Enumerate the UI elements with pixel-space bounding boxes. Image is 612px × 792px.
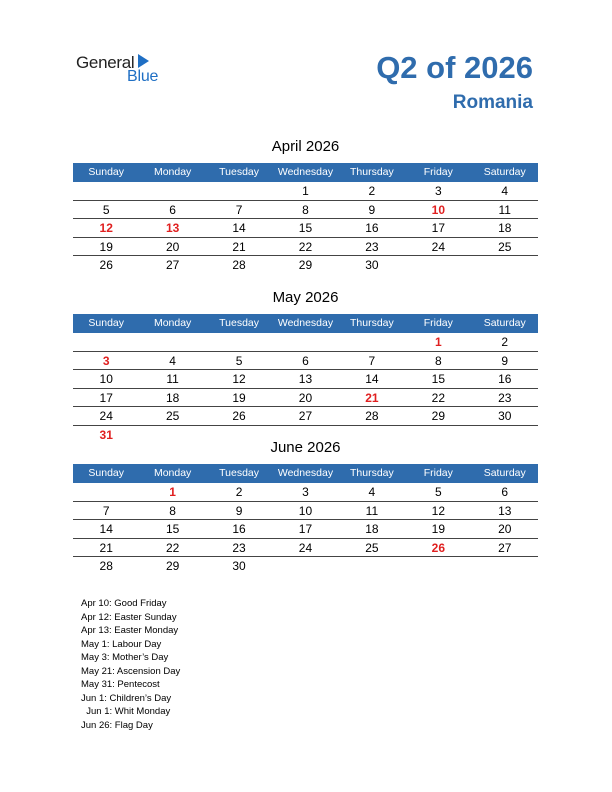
date-cell: 4 <box>501 184 509 198</box>
holiday-date-cell: 26 <box>431 540 445 555</box>
date-cell <box>73 483 139 501</box>
date-cell: 16 <box>498 372 512 386</box>
date-cell: 15 <box>431 372 445 386</box>
date-cell: 10 <box>298 503 313 518</box>
date-cell: 18 <box>165 390 180 405</box>
holiday-date-cell: 13 <box>165 221 180 235</box>
holiday-entry: May 3: Mother’s Day <box>81 652 169 663</box>
date-cell: 18 <box>365 522 379 536</box>
date-cell: 21 <box>232 239 246 254</box>
date-cell: 30 <box>498 409 512 423</box>
date-cell <box>206 182 272 200</box>
weekday-label: Thursday <box>350 467 394 479</box>
weekday-label: Tuesday <box>219 467 259 479</box>
holiday-entry: Jun 1: Children’s Day <box>81 692 172 704</box>
date-cell: 12 <box>431 503 445 518</box>
date-cell: 12 <box>232 372 246 386</box>
date-cell <box>272 557 338 575</box>
holiday-entry: Apr 10: Good Friday <box>81 598 167 609</box>
date-cell <box>73 333 139 351</box>
holiday-entry: Jun 1: Whit Monday <box>81 706 171 717</box>
holiday-date-cell: 31 <box>99 427 113 442</box>
date-cell: 9 <box>235 503 243 518</box>
date-cell: 2 <box>368 184 376 198</box>
date-cell: 9 <box>368 202 376 217</box>
week-row <box>73 557 538 575</box>
date-cell: 14 <box>99 522 113 536</box>
holiday-entry: May 1: Labour Day <box>81 638 162 650</box>
date-cell: 27 <box>498 540 512 555</box>
date-cell: 17 <box>298 522 313 536</box>
weekday-label: Wednesday <box>277 467 334 479</box>
date-cell: 27 <box>165 258 180 272</box>
date-cell <box>472 256 538 274</box>
week-row <box>73 520 538 539</box>
date-cell: 11 <box>166 372 179 386</box>
date-cell: 20 <box>165 239 180 254</box>
week-row <box>73 201 538 220</box>
holiday-entry: May 31: Pentecost <box>81 679 160 690</box>
date-cell: 16 <box>232 522 246 536</box>
date-cell <box>139 182 205 200</box>
date-cell: 5 <box>235 353 243 368</box>
week-row <box>73 256 538 274</box>
date-cell: 11 <box>498 202 511 217</box>
holiday-date-cell: 1 <box>169 485 176 499</box>
weekday-label: Tuesday <box>219 317 259 329</box>
date-cell: 24 <box>298 540 313 555</box>
date-cell: 29 <box>165 559 180 573</box>
date-cell: 6 <box>169 202 176 217</box>
date-cell <box>272 333 338 351</box>
date-cell: 19 <box>99 239 113 254</box>
country-subtitle: Romania <box>452 92 533 113</box>
date-cell: 22 <box>298 239 313 254</box>
date-cell <box>405 557 471 575</box>
date-cell: 28 <box>99 559 113 573</box>
holiday-date-cell: 1 <box>434 335 442 349</box>
date-cell: 3 <box>434 184 442 198</box>
weekday-label: Friday <box>423 166 453 178</box>
date-cell: 6 <box>302 353 309 368</box>
date-cell: 17 <box>431 221 445 235</box>
weekday-label: Saturday <box>483 166 526 178</box>
date-cell: 3 <box>302 485 309 499</box>
logo-general-text: General <box>76 53 135 72</box>
date-cell: 21 <box>99 540 113 555</box>
date-cell <box>139 333 205 351</box>
week-row <box>73 352 538 371</box>
week-row <box>73 238 538 257</box>
date-cell: 1 <box>302 184 309 198</box>
date-cell: 16 <box>365 221 379 235</box>
weekday-label: Wednesday <box>277 317 334 329</box>
date-cell: 7 <box>368 353 376 368</box>
date-cell: 13 <box>498 503 512 518</box>
date-cell: 2 <box>501 335 509 349</box>
month-may <box>73 288 538 443</box>
date-cell: 8 <box>169 503 176 518</box>
date-cell: 22 <box>165 540 180 555</box>
month-title: May 2026 <box>272 289 339 306</box>
date-cell: 4 <box>169 353 176 368</box>
holiday-date-cell: 3 <box>102 353 110 368</box>
weekday-label: Saturday <box>483 467 526 479</box>
holiday-date-cell: 21 <box>365 390 379 405</box>
date-cell: 15 <box>298 221 313 235</box>
date-cell: 5 <box>102 202 110 217</box>
date-cell: 7 <box>235 202 243 217</box>
month-weeks <box>73 483 538 575</box>
week-row <box>73 502 538 521</box>
date-cell: 25 <box>165 409 180 423</box>
holiday-date-cell: 12 <box>99 221 113 235</box>
date-cell: 24 <box>99 409 113 423</box>
week-row <box>73 370 538 389</box>
weekday-label: Sunday <box>88 166 125 178</box>
week-row <box>73 483 538 502</box>
weekday-header <box>73 464 538 483</box>
date-cell: 30 <box>365 258 379 272</box>
date-cell: 10 <box>99 372 113 386</box>
date-cell: 19 <box>431 522 445 536</box>
month-weeks <box>73 333 538 443</box>
date-cell: 24 <box>431 239 445 254</box>
holiday-list <box>81 597 180 732</box>
date-cell: 23 <box>365 239 379 254</box>
date-cell: 11 <box>365 503 379 518</box>
weekday-header <box>73 163 538 182</box>
week-row <box>73 389 538 408</box>
date-cell: 26 <box>99 258 113 272</box>
date-cell: 23 <box>232 540 246 555</box>
date-cell: 20 <box>298 390 313 405</box>
date-cell: 13 <box>298 372 313 386</box>
date-cell: 2 <box>235 485 243 499</box>
date-cell: 29 <box>431 409 445 423</box>
date-cell: 26 <box>232 409 246 423</box>
weekday-label: Monday <box>153 166 192 178</box>
weekday-label: Sunday <box>88 467 125 479</box>
weekday-label: Sunday <box>88 317 125 329</box>
date-cell: 30 <box>232 559 246 573</box>
date-cell: 14 <box>232 221 246 235</box>
date-cell <box>472 557 538 575</box>
holiday-entry: Jun 26: Flag Day <box>81 719 153 731</box>
date-cell: 9 <box>501 353 509 368</box>
week-row <box>73 539 538 558</box>
date-cell: 15 <box>165 522 180 536</box>
date-cell: 14 <box>365 372 379 386</box>
weekday-label: Thursday <box>350 317 394 329</box>
date-cell: 8 <box>434 353 442 368</box>
date-cell: 8 <box>302 202 309 217</box>
date-cell: 28 <box>365 409 379 423</box>
week-row <box>73 333 538 352</box>
date-cell: 7 <box>102 503 110 518</box>
week-row <box>73 407 538 426</box>
date-cell <box>206 333 272 351</box>
holiday-entry: Apr 13: Easter Monday <box>81 625 179 636</box>
date-cell: 5 <box>434 485 442 499</box>
date-cell: 22 <box>431 390 445 405</box>
weekday-label: Monday <box>153 317 192 329</box>
page-title: Q2 of 2026 <box>376 50 533 85</box>
weekday-label: Tuesday <box>219 166 259 178</box>
month-weeks <box>73 182 538 274</box>
date-cell: 17 <box>99 390 113 405</box>
month-june <box>73 438 538 575</box>
holiday-entry: Apr 12: Easter Sunday <box>81 611 177 623</box>
holiday-entry: May 21: Ascension Day <box>81 665 181 677</box>
date-cell: 23 <box>498 390 512 405</box>
weekday-label: Wednesday <box>277 166 334 178</box>
weekday-header <box>73 314 538 333</box>
week-row <box>73 219 538 238</box>
date-cell: 25 <box>498 239 512 254</box>
weekday-label: Monday <box>153 467 192 479</box>
date-cell: 18 <box>498 221 512 235</box>
date-cell: 28 <box>232 258 246 272</box>
logo-flag-icon <box>138 54 149 68</box>
weekday-label: Friday <box>423 317 453 329</box>
date-cell: 4 <box>368 485 376 499</box>
logo-blue-text: Blue <box>127 68 159 85</box>
date-cell: 25 <box>365 540 379 555</box>
month-title: June 2026 <box>270 439 341 456</box>
date-cell: 19 <box>232 390 246 405</box>
holiday-date-cell: 10 <box>431 202 445 217</box>
date-cell <box>73 182 139 200</box>
weekday-label: Thursday <box>350 166 394 178</box>
weekday-label: Friday <box>423 467 453 479</box>
date-cell: 20 <box>498 522 512 536</box>
month-april <box>73 137 538 274</box>
month-title: April 2026 <box>271 138 340 155</box>
date-cell: 27 <box>298 409 313 423</box>
logo <box>76 53 159 85</box>
date-cell <box>339 333 405 351</box>
weekday-label: Saturday <box>483 317 526 329</box>
date-cell: 29 <box>298 258 313 272</box>
week-row <box>73 182 538 201</box>
date-cell: 6 <box>501 485 509 499</box>
date-cell <box>339 557 405 575</box>
date-cell <box>405 256 471 274</box>
